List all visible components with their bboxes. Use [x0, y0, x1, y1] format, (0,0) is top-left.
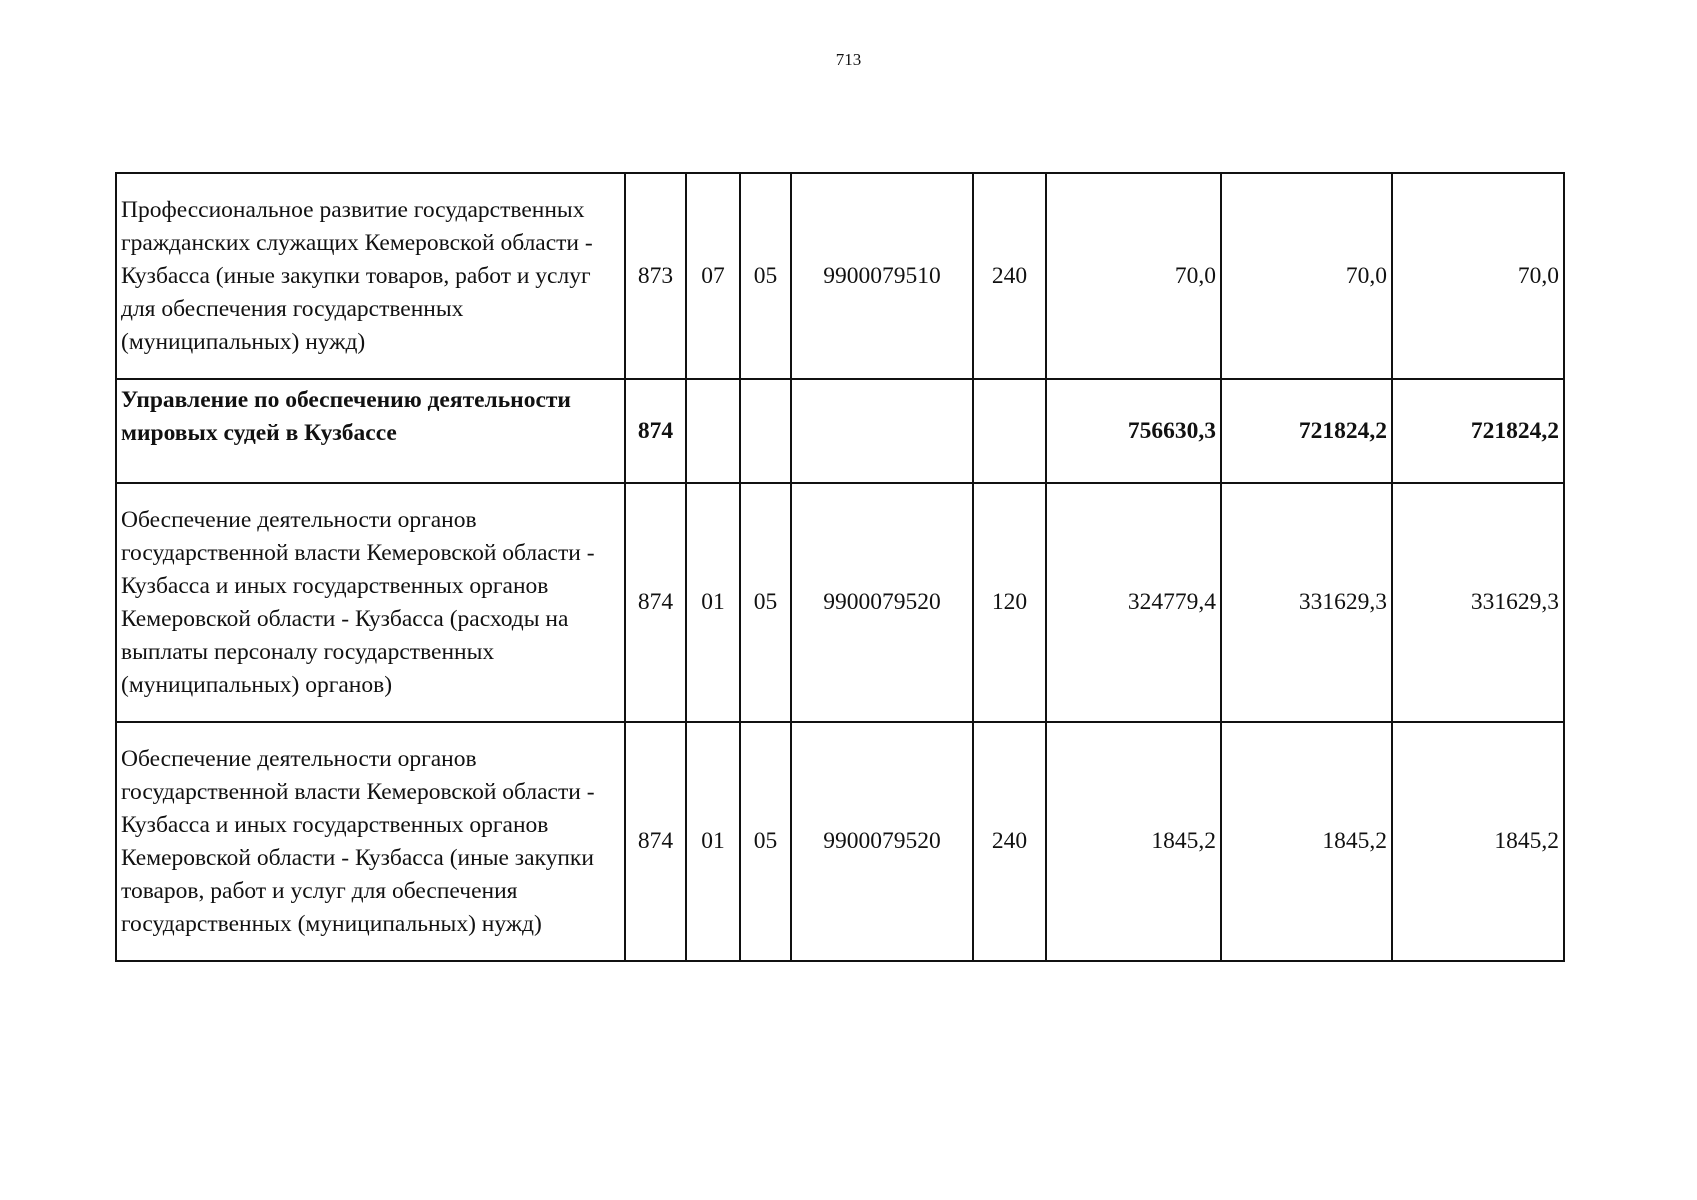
table-row — [116, 173, 1564, 379]
table-row-total — [116, 379, 1564, 483]
target-article-cell: 9900079520 — [791, 483, 973, 722]
row-description: Профессиональное развитие государственных гражданских служащих Кемеровской области - Кузбасса (иные закупки товаров, работ и услуг для обеспечения государственных (муниципальных) нужд) — [116, 173, 625, 379]
subsection-cell — [740, 379, 791, 483]
row-description: Обеспечение деятельности органов государственной власти Кемеровской области - Кузбасса и иных государственных органов Кемеровской области - Кузбасса (расходы на выплаты персоналу государственных (муниципальных) органов) — [116, 483, 625, 722]
sum-year2-cell: 70,0 — [1221, 173, 1392, 379]
target-article-cell: 9900079520 — [791, 722, 973, 961]
expense-type-cell: 240 — [973, 173, 1046, 379]
admin-code-cell: 874 — [625, 483, 686, 722]
sum-year2-cell: 721824,2 — [1221, 379, 1392, 483]
sum-year3-cell: 70,0 — [1392, 173, 1564, 379]
target-article-cell — [791, 379, 973, 483]
sum-year1-cell: 756630,3 — [1046, 379, 1221, 483]
sum-year3-cell: 721824,2 — [1392, 379, 1564, 483]
admin-code-cell: 874 — [625, 722, 686, 961]
subsection-cell: 05 — [740, 722, 791, 961]
sum-year1-cell: 70,0 — [1046, 173, 1221, 379]
sum-year3-cell: 331629,3 — [1392, 483, 1564, 722]
subsection-cell: 05 — [740, 483, 791, 722]
page-number: 713 — [835, 50, 862, 69]
row-description: Управление по обеспечению деятельности мировых судей в Кузбассе — [116, 379, 625, 483]
sum-year2-cell: 1845,2 — [1221, 722, 1392, 961]
sum-year2-cell: 331629,3 — [1221, 483, 1392, 722]
budget-table — [115, 172, 1565, 962]
row-description: Обеспечение деятельности органов государственной власти Кемеровской области - Кузбасса и иных государственных органов Кемеровской области - Кузбасса (иные закупки товаров, работ и услуг для обеспечения государственных (муниципальных) нужд) — [116, 722, 625, 961]
section-cell: 01 — [686, 722, 740, 961]
section-cell — [686, 379, 740, 483]
admin-code-cell: 873 — [625, 173, 686, 379]
sum-year1-cell: 324779,4 — [1046, 483, 1221, 722]
target-article-cell: 9900079510 — [791, 173, 973, 379]
sum-year1-cell: 1845,2 — [1046, 722, 1221, 961]
subsection-cell: 05 — [740, 173, 791, 379]
expense-type-cell: 240 — [973, 722, 1046, 961]
admin-code-cell: 874 — [625, 379, 686, 483]
expense-type-cell: 120 — [973, 483, 1046, 722]
section-cell: 07 — [686, 173, 740, 379]
sum-year3-cell: 1845,2 — [1392, 722, 1564, 961]
section-cell: 01 — [686, 483, 740, 722]
expense-type-cell — [973, 379, 1046, 483]
table-row — [116, 722, 1564, 961]
table-row — [116, 483, 1564, 722]
